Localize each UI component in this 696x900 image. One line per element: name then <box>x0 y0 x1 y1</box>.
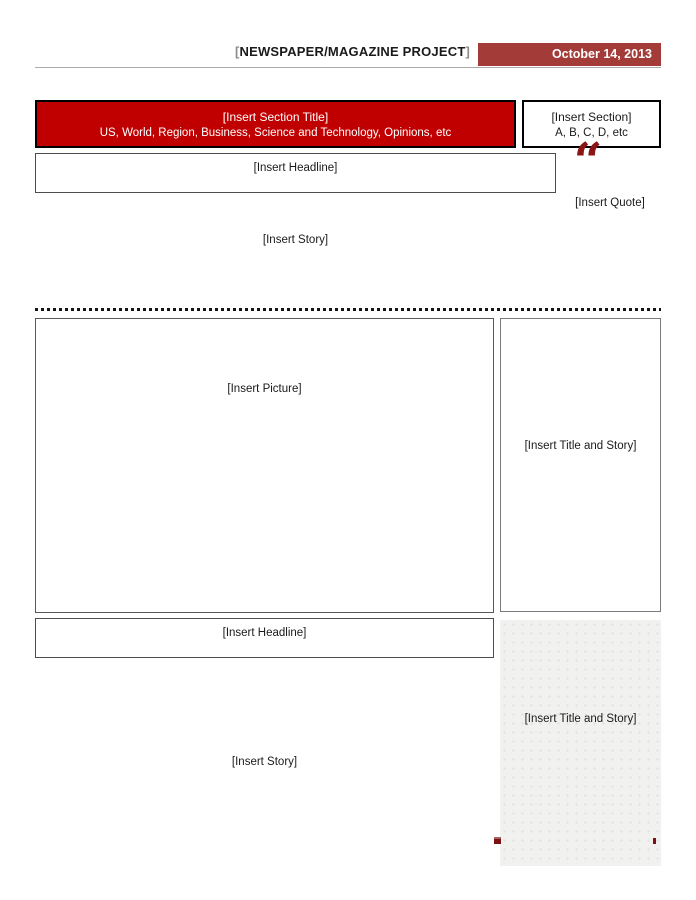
side-story-box[interactable] <box>500 318 661 612</box>
date-text: October 14, 2013 <box>551 47 652 61</box>
lead-story-placeholder[interactable]: [Insert Story] <box>262 234 329 246</box>
header-divider <box>35 67 661 68</box>
section-title-placeholder[interactable]: [Insert Section Title] <box>222 109 329 124</box>
quotation-marks-icon: “ <box>573 131 603 190</box>
section-title-banner[interactable] <box>35 100 516 148</box>
secondary-headline-box[interactable] <box>35 618 494 658</box>
red-marker-right <box>653 838 656 844</box>
lead-headline-placeholder[interactable]: [Insert Headline] <box>253 162 338 174</box>
secondary-story-placeholder[interactable]: [Insert Story] <box>231 756 298 768</box>
section-index-placeholder[interactable]: [Insert Section] <box>551 109 632 124</box>
section-title-hint: US, World, Region, Business, Science and Technology, Opinions, etc <box>99 126 452 139</box>
red-marker-left <box>494 837 501 844</box>
secondary-side-story-box[interactable] <box>500 620 661 866</box>
secondary-headline-placeholder[interactable]: [Insert Headline] <box>222 627 307 639</box>
picture-placeholder-box[interactable] <box>35 318 494 613</box>
document-title <box>235 44 470 59</box>
dotted-divider <box>35 308 661 311</box>
title-bracket-close: ] <box>465 44 470 59</box>
side-story-placeholder[interactable]: [Insert Title and Story] <box>524 440 637 452</box>
secondary-side-story-placeholder[interactable]: [Insert Title and Story] <box>524 713 637 725</box>
section-index-hint: A, B, C, D, etc <box>555 126 628 139</box>
quote-placeholder[interactable]: [Insert Quote] <box>575 197 645 209</box>
title-bracket-open: [ <box>234 44 240 59</box>
picture-placeholder[interactable]: [Insert Picture] <box>227 383 302 395</box>
lead-headline-box[interactable] <box>35 153 556 193</box>
date-banner <box>478 43 661 66</box>
document-title-text: NEWSPAPER/MAGAZINE PROJECT <box>239 44 466 59</box>
